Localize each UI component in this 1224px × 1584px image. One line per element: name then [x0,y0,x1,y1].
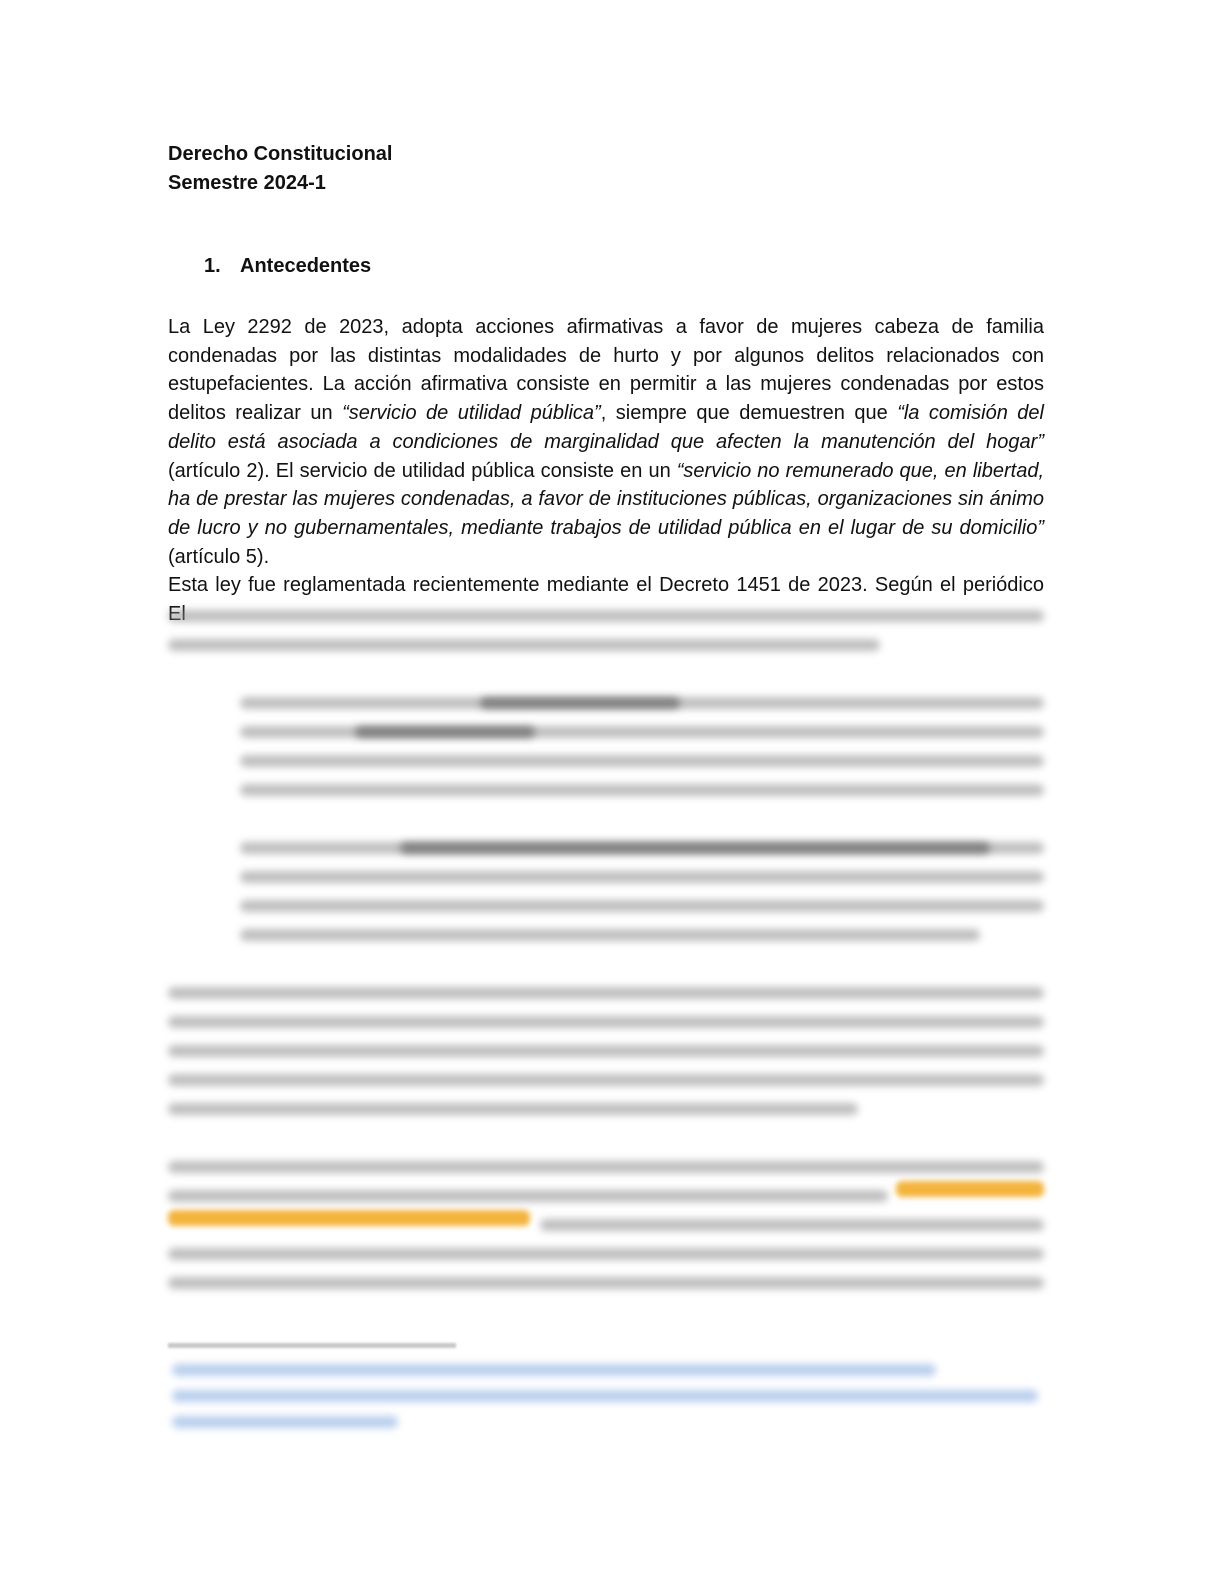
footnote-separator [168,1343,456,1348]
blurred-line [168,1103,858,1115]
quote-comision-delito: “la comisión del delito está asociada a condiciones de marginalidad que afecten la manutención del hogar” [168,402,1044,453]
blurred-quote-bold [480,697,680,709]
blurred-line [540,1219,1044,1231]
section-heading [204,255,371,278]
blurred-quote-line [240,929,980,941]
section-title: Antecedentes [240,255,372,277]
blurred-line [168,1074,1044,1086]
document-header [168,140,392,198]
blurred-line [168,987,1044,999]
blurred-line [168,639,880,651]
paragraph-antecedentes [168,313,1044,571]
highlighted-text [896,1181,1044,1197]
blurred-line [168,1016,1044,1028]
blurred-footnote-link[interactable] [172,1364,936,1376]
blurred-line [168,1248,1044,1260]
paragraph-text: (artículo 2). El servicio de utilidad pública consiste en un [168,459,677,482]
course-title: Derecho Constitucional [168,143,393,165]
blurred-line [168,1161,1044,1173]
paragraph-text: , siempre que demuestren que [600,402,898,425]
blurred-quote-line [240,871,1044,883]
section-number: 1. [204,255,221,277]
blurred-quote-line [240,900,1044,912]
blurred-footnote-link[interactable] [172,1416,398,1428]
highlighted-text [168,1210,530,1226]
quote-servicio-no-remunerado: “servicio no remunerado que, en libertad, ha de prestar las mujeres condenadas, a favor de instituciones públicas, organizaciones sin ánimo de lucro y no gubernamentales, mediante trabajos de utilidad pública en el lugar de su domicilio” [168,459,1044,539]
blurred-line [168,1190,888,1202]
blurred-line [168,1045,1044,1057]
blurred-footnote-link[interactable] [172,1390,1038,1402]
blurred-quote-line [240,784,1044,796]
semester-label: Semestre 2024-1 [168,172,326,194]
quote-servicio-utilidad: “servicio de utilidad pública” [342,402,601,425]
blurred-line [168,610,1044,622]
paragraph-text: Esta ley fue reglamentada recientemente mediante el Decreto 1451 de 2023. Según el periódico [168,574,1044,596]
paragraph-text: (artículo 5). [168,545,270,568]
blurred-quote-bold [400,842,990,854]
paragraph-text: La Ley 2292 de 2023, adopta acciones afirmativas a favor de mujeres cabeza de familia condenadas por las distintas modalidades de hurto y por algunos delitos relacionados con estupefacientes. La acción afirmativa consiste en permitir a las mujeres condenadas por estos delitos realizar un [168,316,1044,425]
blurred-quote-line [240,755,1044,767]
blurred-quote-bold [355,726,535,738]
blurred-line [168,1277,1044,1289]
